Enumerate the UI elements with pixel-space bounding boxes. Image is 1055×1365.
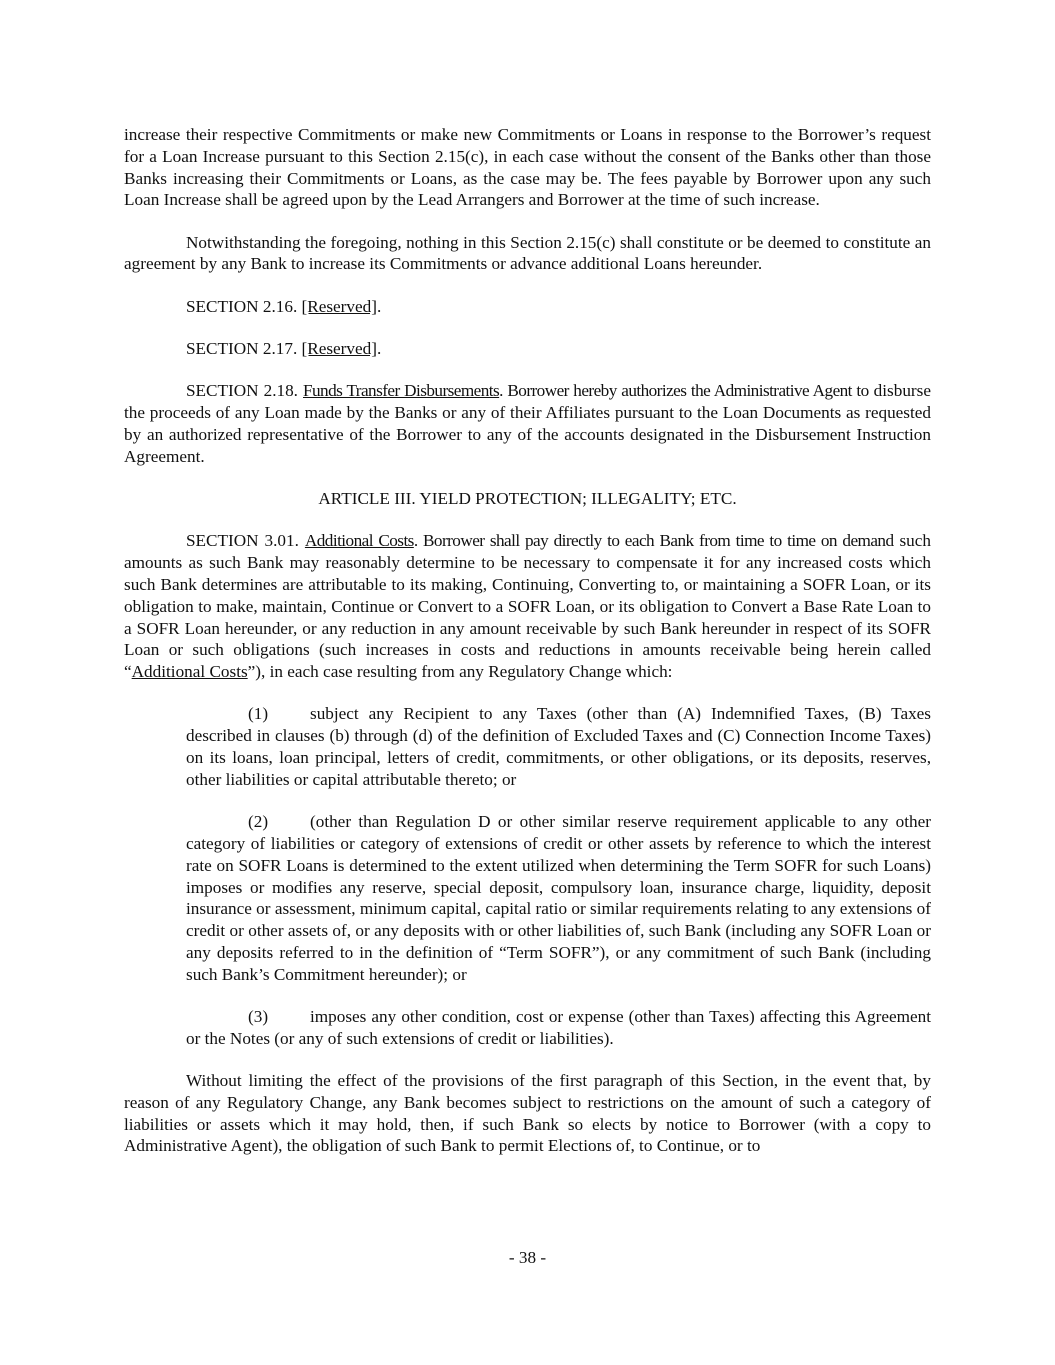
section-3-01-title: Additional Costs	[304, 531, 414, 551]
section-3-01-body-2: ”), in each case resulting from any Regulatory Change which:	[247, 662, 673, 682]
clause-3-number: (3)	[248, 1007, 269, 1026]
section-2-17	[186, 338, 931, 360]
paragraph-notwithstanding: Notwithstanding the foregoing, nothing in this Section 2.15(c) shall constitute or be deemed to constitute an agreement by any Bank to increase its Commitments or advance additional Loans hereunder.	[124, 232, 931, 274]
clause-2-text: (other than Regulation D or other similar reserve requirement applicable to any other category of liabilities or category of extensions of credit or other assets by reference to which the interest rate on SOFR Loans is determined to the extent utilized when determining the Term SOFR for such Loans) imposes or modifies any reserve, special deposit, compulsory loan, insurance charge, liquidity, deposit insurance or assessment, minimum capital, capital ratio or similar requirements relating to any extensions of credit or other assets of, or any deposits with or other liabilities of, such Bank (including any SOFR Loan or any deposits referred to in the definition of “Term SOFR”), or any commitment of such Bank (including such Bank’s Commitment hereunder); or	[186, 812, 931, 984]
section-3-01-lead: . Borrower shall pay directly to each Bank from time to time on demand	[413, 531, 894, 551]
section-2-18-label: SECTION 2.18.	[186, 381, 303, 401]
section-3-01-body-1: such amounts as such Bank may reasonably determine to be necessary to compensate it for any increased costs which such Bank determines are attributable to its making, Continuing, Converting to, or maintaining a SOFR Loan, or its obligation to make, maintain, Continue or Convert to a SOFR Loan, or its obligation to Convert a Base Rate Loan to a SOFR Loan hereunder, or any reduction in any amount receivable by such Bank hereunder in respect of its SOFR Loan or such obligations (such increases in costs and reductions in amounts receivable being herein called “	[124, 531, 931, 682]
clause-3	[186, 1006, 931, 1050]
defined-term-additional-costs: Additional Costs	[131, 662, 248, 682]
paragraph-without-limiting: Without limiting the effect of the provisions of the first paragraph of this Section, in the event that, by reason of any Regulatory Change, any Bank becomes subject to restrictions on the amount of such a category of liabilities or assets which it may hold, then, if such Bank so elects by notice to Borrower (with a copy to Administrative Agent), the obligation of such Bank to permit Elections of, to Continue, or to	[124, 1071, 931, 1156]
section-2-17-label: SECTION 2.17.	[186, 339, 302, 359]
section-2-16-label: SECTION 2.16.	[186, 296, 302, 316]
paragraph-loan-increase: increase their respective Commitments or make new Commitments or Loans in response to the Borrower’s request for a Loan Increase pursuant to this Section 2.15(c), in each case without the consent of the Banks other than those Banks increasing their Commitments or Loans, as the case may be. The fees payable by Borrower upon any such Loan Increase shall be agreed upon by the Lead Arrangers and Borrower at the time of such increase.	[124, 125, 931, 210]
section-2-18-lead: . Borrower hereby authorizes the Administrative Agent to	[499, 381, 869, 401]
clause-2-number: (2)	[248, 812, 269, 832]
section-2-17-title: [Reserved]	[301, 339, 377, 359]
section-2-16-title: [Reserved]	[301, 296, 377, 316]
section-3-01-label: SECTION 3.01.	[186, 531, 305, 551]
clause-1	[186, 703, 931, 790]
section-2-18-body: disburse the proceeds of any Loan made by the Banks or any of their Affiliates pursuant to the Loan Documents as requested by an authorized representative of the Borrower to any of the accounts designated in the Disbursement Instruction Agreement.	[124, 381, 931, 466]
section-3-01	[124, 530, 931, 683]
section-2-16-end: .	[376, 296, 382, 316]
clause-2	[186, 811, 931, 985]
clause-1-text: subject any Recipient to any Taxes (other than (A) Indemnified Taxes, (B) Taxes described in clauses (b) through (d) of the definition of Excluded Taxes and (C) Connection Income Taxes) on its loans, loan principal, letters of credit, commitments, or other obligations, or its deposits, reserves, other liabilities or capital attributable thereto; or	[186, 704, 931, 789]
section-2-16	[186, 296, 931, 318]
clause-1-number: (1)	[248, 704, 269, 724]
section-2-17-end: .	[376, 339, 382, 359]
section-2-18	[124, 380, 931, 467]
document-page	[124, 124, 931, 1178]
article-3-heading: ARTICLE III. YIELD PROTECTION; ILLEGALITY; ETC.	[318, 489, 737, 509]
section-2-18-title: Funds Transfer Disbursements	[303, 381, 500, 401]
page-number: - 38 -	[508, 1248, 547, 1267]
clause-3-text: imposes any other condition, cost or expense (other than Taxes) affecting this Agreement or the Notes (or any of such extensions of credit or liabilities).	[186, 1007, 931, 1048]
